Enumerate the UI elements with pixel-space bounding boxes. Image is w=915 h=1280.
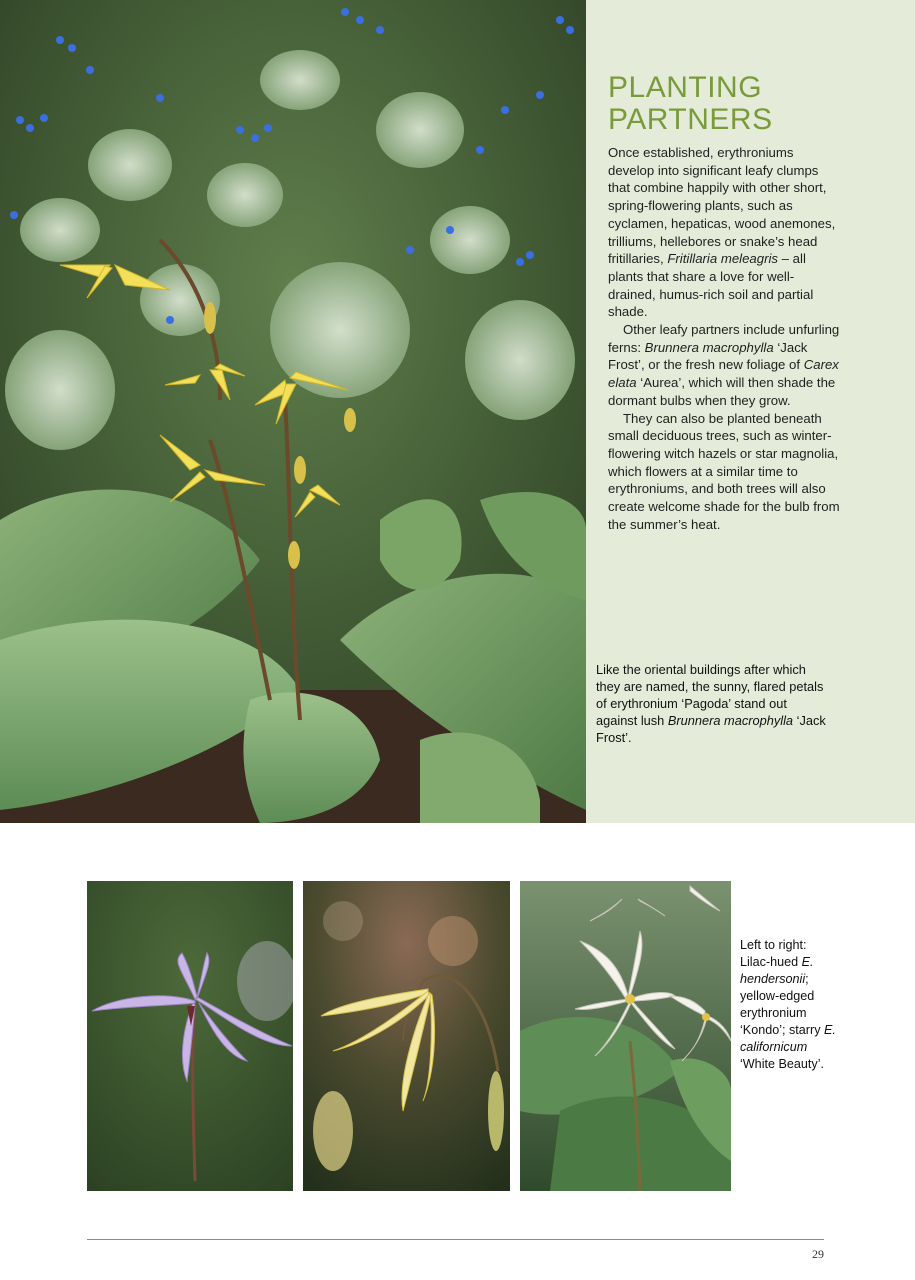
thumbnails-caption <box>740 937 840 1073</box>
italic-run: Brunnera macrophylla <box>644 339 774 355</box>
photo-erythronium-kondo <box>303 881 510 1191</box>
text-run: ‘White Beauty’. <box>740 1057 824 1071</box>
page-number: 29 <box>812 1247 824 1261</box>
text-run: ; yellow-edged erythronium ‘Kondo’; starry <box>740 972 824 1037</box>
photo-erythronium-hendersonii <box>87 881 293 1191</box>
text-run: Left to right: Lilac-hued <box>740 938 807 969</box>
italic-run: Carex elata <box>608 357 839 391</box>
italic-run: E. californicum <box>740 1023 836 1054</box>
text-run: Like the oriental buildings after which they are named, the sunny, flared petals of erythronium ‘Pagoda’ stand out against lush <box>596 662 824 728</box>
text-run: – all plants that share a love for well-drained, humus-rich soil and partial shade. <box>608 251 814 320</box>
text-run: Other leafy partners include unfurling ferns: <box>608 322 840 355</box>
italic-run: Fritillaria meleagris <box>667 251 779 267</box>
hero-caption <box>596 661 828 746</box>
photo-erythronium-white-beauty <box>520 881 731 1191</box>
paragraph-3 <box>608 410 840 534</box>
text-run: They can also be planted beneath small deciduous trees, such as winter-flowering witch hazels or star magnolia, which flowers at a similar time to erythroniums, and both trees will also create welcome shade for the bulb from the summer’s heat. <box>608 410 840 532</box>
footer-rule <box>87 1239 824 1240</box>
paragraph-1 <box>608 144 840 321</box>
text-run: ‘Jack Frost’. <box>596 713 826 745</box>
text-run: ‘Aurea’, which will then shade the dormant bulbs when they grow. <box>608 375 836 408</box>
section-heading: PLANTING PARTNERS <box>608 71 773 136</box>
italic-run: Brunnera macrophylla <box>667 713 794 728</box>
hero-photo-pagoda <box>0 0 586 823</box>
paragraph-2 <box>608 321 840 410</box>
body-text <box>608 144 840 533</box>
italic-run: E. hendersonii <box>740 955 814 986</box>
text-run: ‘Jack Frost’, or the fresh new foliage of <box>608 339 808 373</box>
text-run: Once established, erythroniums develop into significant leafy clumps that combine happily with other short, spring-flowering plants, such as cyclamen, hepaticas, wood anemones, trilliums, hellebores or snake’s head fritillaries, <box>608 145 836 267</box>
